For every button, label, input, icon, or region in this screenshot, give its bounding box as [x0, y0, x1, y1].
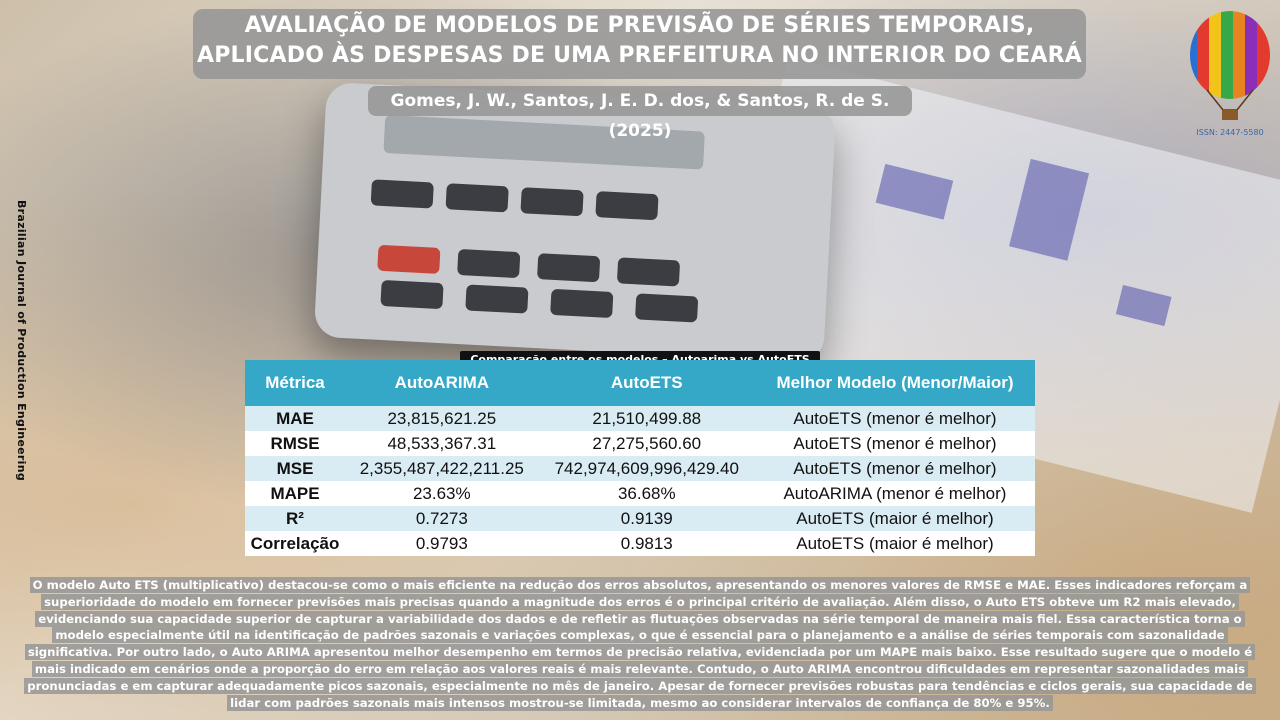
autoets-cell: 27,275,560.60 [539, 431, 755, 456]
autoarima-cell: 0.9793 [345, 531, 539, 556]
autoarima-cell: 23.63% [345, 481, 539, 506]
autoarima-cell: 0.7273 [345, 506, 539, 531]
autoets-cell: 21,510,499.88 [539, 406, 755, 431]
model-comparison-table [245, 360, 1035, 556]
best-model-cell: AutoETS (maior é melhor) [755, 531, 1035, 556]
metric-cell: MAPE [245, 481, 345, 506]
metric-cell: Correlação [245, 531, 345, 556]
metric-cell: MSE [245, 456, 345, 481]
best-model-cell: AutoETS (menor é melhor) [755, 431, 1035, 456]
background-calculator [314, 82, 837, 363]
best-model-cell: AutoETS (menor é melhor) [755, 406, 1035, 431]
journal-name: Brazilian Journal of Production Engineering [15, 200, 28, 482]
best-model-cell: AutoETS (menor é melhor) [755, 456, 1035, 481]
autoarima-cell: 2,355,487,422,211.25 [345, 456, 539, 481]
autoarima-cell: 48,533,367.31 [345, 431, 539, 456]
table-row [245, 481, 1035, 506]
header-autoets: AutoETS [539, 360, 755, 406]
autoets-cell: 0.9813 [539, 531, 755, 556]
autoets-cell: 742,974,609,996,429.40 [539, 456, 755, 481]
metric-cell: RMSE [245, 431, 345, 456]
table-row [245, 406, 1035, 431]
header-melhor-modelo: Melhor Modelo (Menor/Maior) [755, 360, 1035, 406]
best-model-cell: AutoARIMA (menor é melhor) [755, 481, 1035, 506]
table-row [245, 531, 1035, 556]
autoarima-cell: 23,815,621.25 [345, 406, 539, 431]
header-autoarima: AutoARIMA [345, 360, 539, 406]
metric-cell: MAE [245, 406, 345, 431]
table-row [245, 456, 1035, 481]
table-header-row [245, 360, 1035, 406]
issn-label: ISSN: 2447-5580 [1196, 128, 1264, 137]
authors-citation: Gomes, J. W., Santos, J. E. D. dos, & Santos, R. de S. (2025) [368, 86, 912, 116]
autoets-cell: 36.68% [539, 481, 755, 506]
autoets-cell: 0.9139 [539, 506, 755, 531]
page-title: AVALIAÇÃO DE MODELOS DE PREVISÃO DE SÉRIES TEMPORAIS, APLICADO ÀS DESPESAS DE UMA PREFEITURA NO INTERIOR DO CEARÁ [197, 13, 1082, 68]
table-row [245, 431, 1035, 456]
header-metrica: Métrica [245, 360, 345, 406]
summary-paragraph [24, 577, 1256, 711]
journal-name-vertical [14, 200, 30, 490]
summary-text: O modelo Auto ETS (multiplicativo) destacou-se como o mais eficiente na redução dos erros absolutos, apresentando os menores valores de RMSE e MAE. Esses indicadores reforçam a superioridade do modelo em fornecer previsões mais precisas quando a magnitude dos erros é o principal critério de avaliação. Além disso, o Auto ETS obteve um R2 mais elevado, evidenciando sua capacidade superior de capturar a variabilidade dos dados e de refletir as flutuações observadas na série temporal de maneira mais fiel. Essa característica torna o modelo especialmente útil na identificação de padrões sazonais e variações complexas, o que é essencial para o planejamento e a análise de séries temporais com sazonalidade significativa. Por outro lado, o Auto ARIMA apresentou melhor desempenho em termos de precisão relativa, evidenciada por um MAPE mais baixo. Esse resultado sugere que o modelo é mais indicado em cenários onde a proporção do erro em relação aos valores reais é mais relevante. Contudo, o Auto ARIMA encontrou dificuldades em representar sazonalidades mais pronunciadas e em capturar adequadamente picos sazonais, especialmente no mês de janeiro. Apesar de fornecer previsões robustas para tendências e ciclos gerais, sua capacidade de lidar com padrões sazonais mais intensos mostrou-se limitada, mesmo ao considerar intervalos de confiança de 80% e 95%. [24, 577, 1256, 711]
metric-cell: R² [245, 506, 345, 531]
table-row [245, 506, 1035, 531]
best-model-cell: AutoETS (maior é melhor) [755, 506, 1035, 531]
hot-air-balloon-logo [1185, 10, 1275, 140]
